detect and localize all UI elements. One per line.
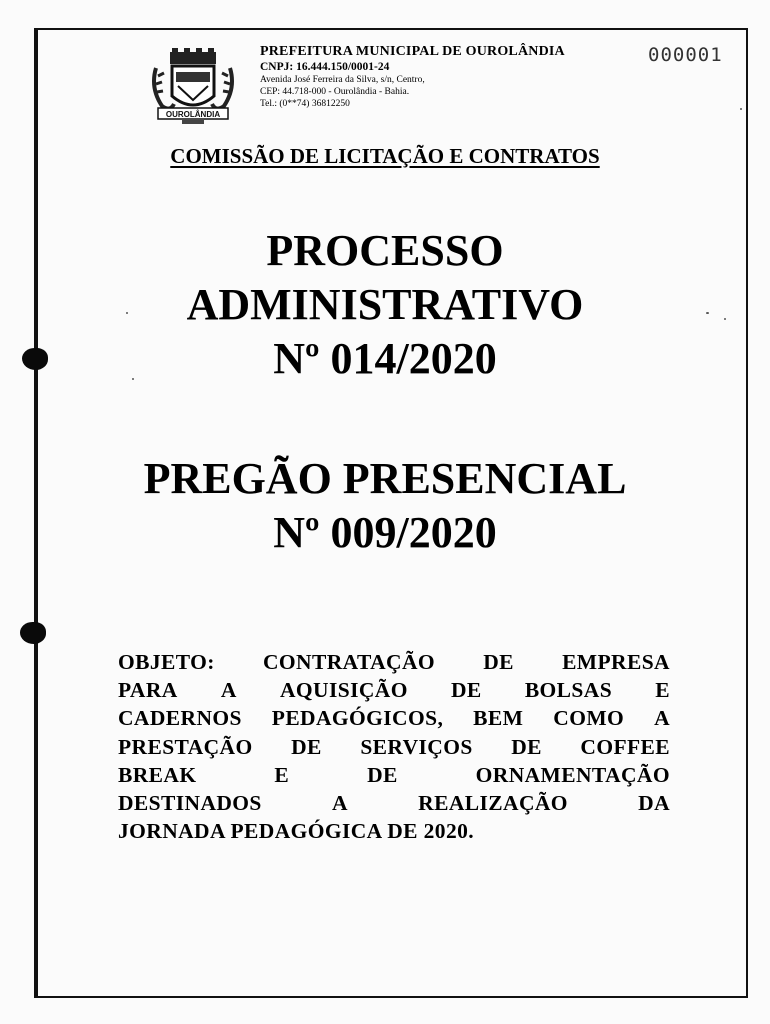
object-word: REALIZAÇÃO [418, 791, 568, 816]
object-line [118, 789, 670, 817]
cep-line: CEP: 44.718-000 - Ourolândia - Bahia. [260, 87, 410, 97]
cnpj-line: CNPJ: 16.444.150/0001-24 [260, 61, 390, 73]
object-word: DE [483, 650, 514, 674]
object-word: PRESTAÇÃO [118, 734, 253, 759]
municipality-name: PREFEITURA MUNICIPAL DE OUROLÂNDIA [260, 44, 565, 59]
punch-hole-bottom [20, 622, 46, 644]
scan-speck [724, 318, 726, 320]
object-word: COMO [553, 706, 625, 731]
object-word: AQUISIÇÃO [279, 678, 408, 703]
object-word: DE [367, 762, 398, 787]
object-word: BREAK [118, 762, 197, 787]
object-word: CONTRATAÇÃO [262, 650, 436, 674]
object-word: A [220, 678, 237, 703]
scan-speck [126, 312, 128, 314]
object-word: CADERNOS [118, 706, 242, 731]
object-word: DE [450, 678, 482, 703]
object-word: OBJETO: [118, 650, 215, 674]
object-line [118, 817, 670, 845]
process-block [0, 224, 770, 386]
object-line [118, 704, 670, 732]
object-word: A [332, 791, 348, 816]
object-word: EMPRESA [562, 650, 670, 674]
object-word: PARA [118, 678, 178, 703]
object-word: DE [511, 734, 542, 759]
object-word: E [274, 762, 290, 787]
commission-title: COMISSÃO DE LICITAÇÃO E CONTRATOS [170, 144, 600, 168]
object-word: DE [291, 734, 322, 759]
commission-heading [0, 144, 770, 169]
process-number: Nº 014/2020 [273, 334, 497, 383]
scan-speck [740, 108, 742, 110]
crest-label: OUROLÂNDIA [165, 110, 221, 119]
object-word: DESTINADOS [118, 791, 262, 816]
process-line-1: PROCESSO [266, 226, 504, 275]
object-word: DA [638, 791, 670, 816]
pregao-block [0, 452, 770, 560]
object-word: PEDAGÓGICOS, [271, 706, 444, 731]
object-word: ORNAMENTAÇÃO [475, 762, 670, 787]
object-word: COFFEE [580, 734, 670, 759]
object-line [118, 648, 670, 676]
scan-speck [706, 312, 709, 314]
pregao-number: Nº 009/2020 [273, 508, 497, 557]
page-number-stamp: 000001 [648, 44, 723, 66]
phone-line: Tel.: (0**74) 36812250 [260, 99, 350, 109]
object-word: SERVIÇOS [360, 734, 473, 759]
pregao-title: PREGÃO PRESENCIAL [143, 454, 627, 503]
address-line: Avenida José Ferreira da Silva, s/n, Centro, [260, 75, 425, 85]
object-word: A [654, 706, 670, 731]
municipal-crest-icon [148, 48, 238, 126]
process-line-2: ADMINISTRATIVO [186, 280, 584, 329]
object-line [118, 761, 670, 789]
object-word: BOLSAS [524, 678, 613, 703]
object-word: E [655, 678, 670, 703]
letterhead [260, 44, 640, 110]
object-line [118, 733, 670, 761]
scan-speck [132, 378, 134, 380]
object-word: BEM [473, 706, 524, 731]
object-word: JORNADA PEDAGÓGICA DE 2020. [118, 819, 475, 844]
object-line [118, 676, 670, 704]
object-description [118, 648, 670, 845]
